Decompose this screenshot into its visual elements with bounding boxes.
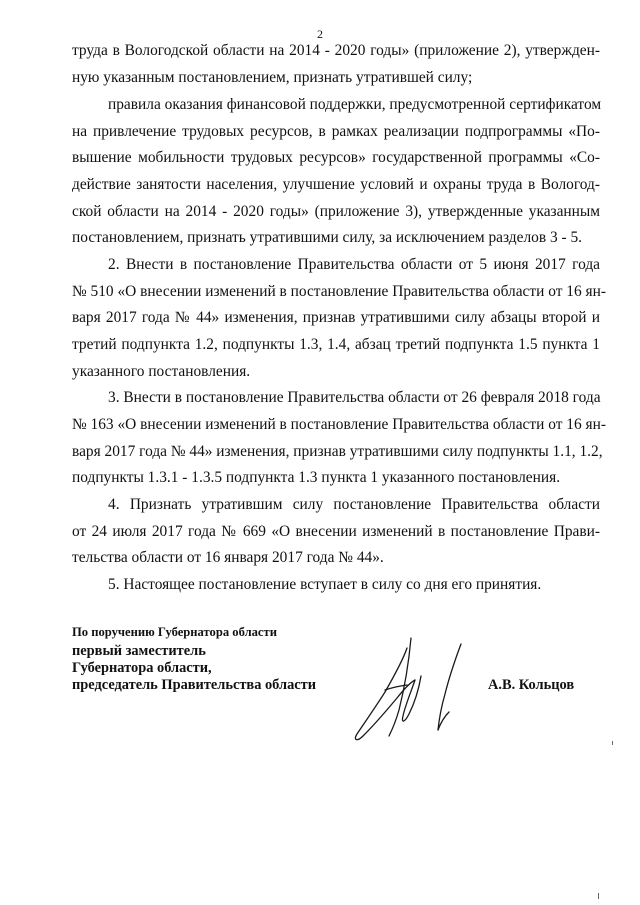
body-line: 3. Внести в постановление Правительства области от 26 февраля 2018 года (108, 389, 601, 406)
body-line: ную указанным постановлением, признать утратившей силу; (72, 69, 473, 86)
body-line: тельства области от 16 января 2017 года № 44». (72, 549, 384, 566)
body-line: 2. Внести в постановление Правительства области от 5 июня 2017 года (108, 256, 600, 273)
body-line: правила оказания финансовой поддержки, предусмотренной сертификатом (108, 96, 602, 113)
body-line: 5. Настоящее постановление вступает в силу со дня его принятия. (108, 576, 542, 593)
body-line: варя 2017 года № 44» изменения, признав утратившими силу подпункты 1.1, 1.2, (72, 443, 603, 460)
signatory-title-line: первый заместитель (72, 643, 206, 659)
handwritten-signature (345, 630, 475, 745)
body-line: ской области на 2014 - 2020 годы» (приложение 3), утвержденные указанным (72, 203, 600, 220)
scan-speck (612, 741, 613, 745)
body-line: постановлением, признать утратившими силу, за исключением разделов 3 - 5. (72, 229, 583, 246)
page-number: 2 (317, 27, 323, 41)
body-line: вышение мобильности трудовых ресурсов» государственной программы «Со- (72, 149, 600, 166)
body-line: третий подпункта 1.2, подпункты 1.3, 1.4, абзац третий подпункта 1.5 пункта 1 (72, 336, 600, 353)
body-line: действие занятости населения, улучшение условий и охраны труда в Вологод- (72, 176, 600, 193)
body-line: труда в Вологодской области на 2014 - 2020 годы» (приложение 2), утвержден- (72, 42, 600, 59)
body-line: № 163 «О внесении изменений в постановление Правительства области от 16 ян- (72, 416, 606, 433)
signatory-title-line: председатель Правительства области (72, 677, 317, 693)
body-line: № 510 «О внесении изменений в постановление Правительства области от 16 ян- (72, 283, 606, 300)
body-line: указанного постановления. (72, 363, 251, 380)
body-line: 4. Признать утратившим силу постановление Правительства области (108, 496, 600, 513)
signature-authority: По поручению Губернатора области (72, 625, 277, 639)
body-line: от 24 июля 2017 года № 669 «О внесении изменений в постановление Прави- (72, 523, 600, 540)
body-line: на привлечение трудовых ресурсов, в рамках реализации подпрограммы «По- (72, 123, 600, 140)
body-line: подпункты 1.3.1 - 1.3.5 подпункта 1.3 пункта 1 указанного постановления. (72, 469, 561, 486)
scan-speck (598, 893, 599, 899)
signatory-name: А.В. Кольцов (488, 677, 575, 693)
signatory-title-line: Губернатора области, (72, 660, 212, 676)
body-line: варя 2017 года № 44» изменения, признав утратившими силу абзацы второй и (72, 309, 600, 326)
